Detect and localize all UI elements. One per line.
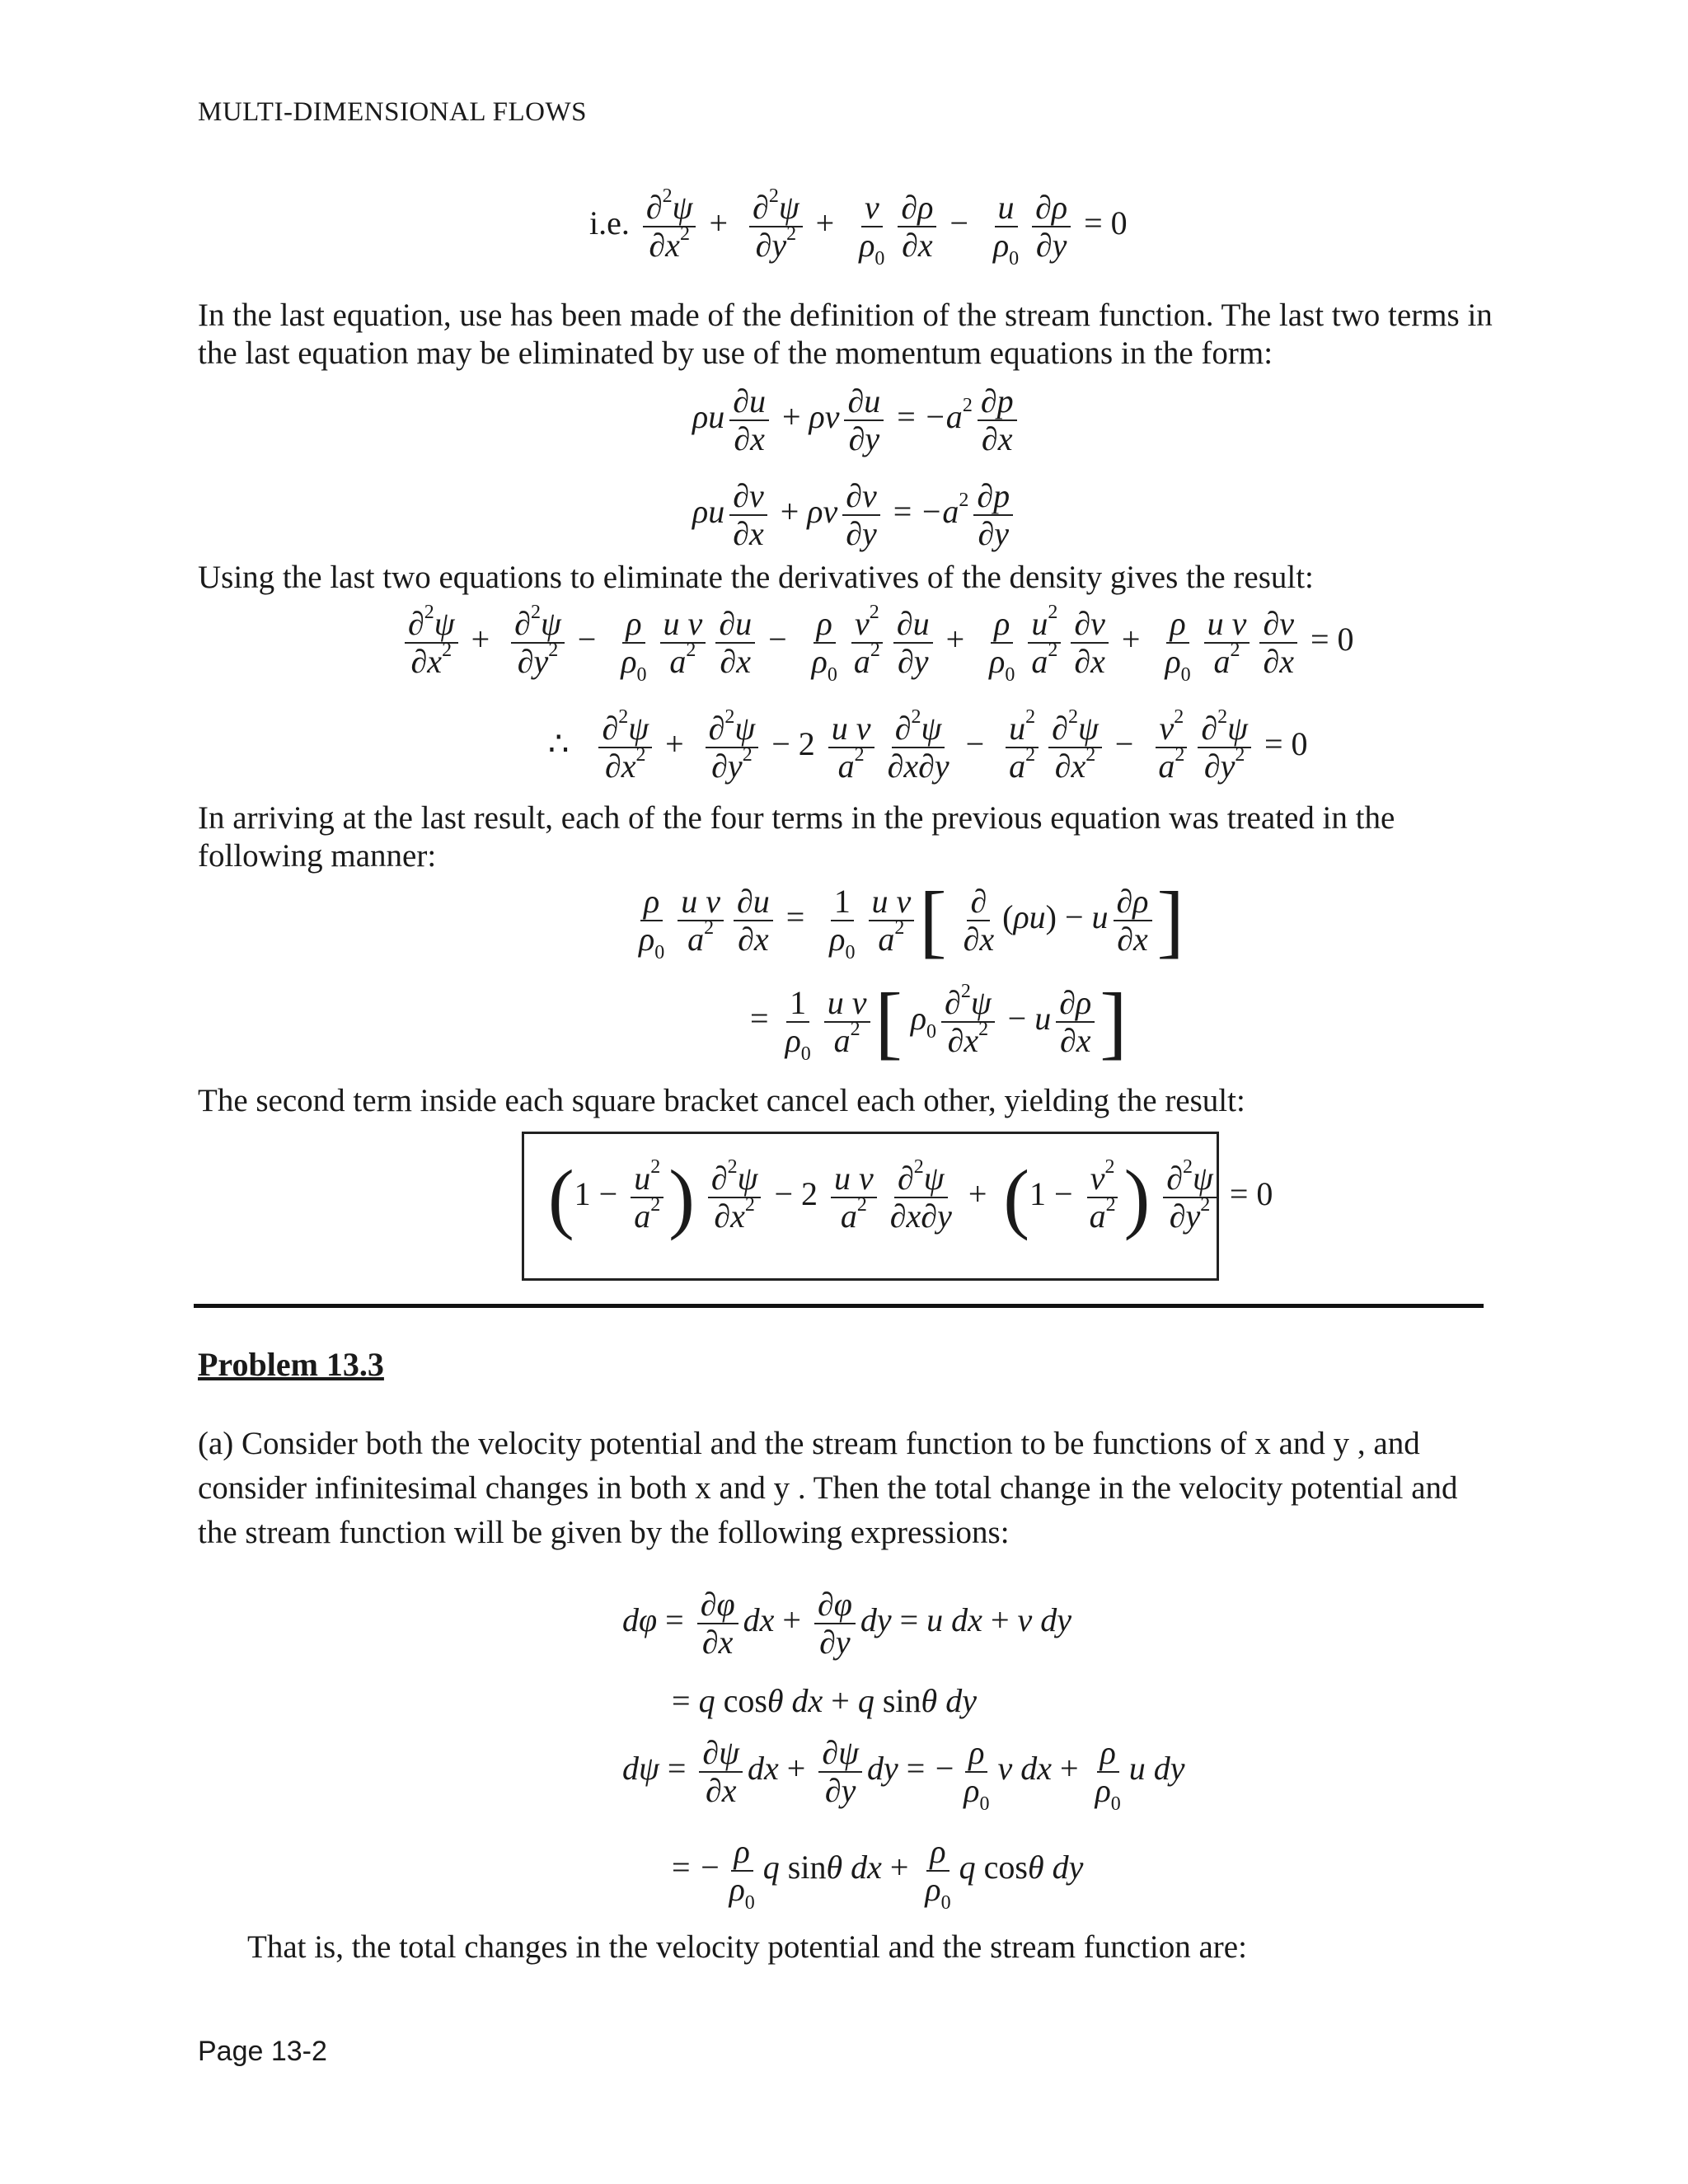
equation-therefore: ∴ $\frac{\partial^2\psi}{\partial x^2}$ + $\frac{\partial^2\psi}{\partial y^2}$ − 2 $\frac{\text{u v}}{a^2}$ $\frac{\partial^2\psi}{\partial x\partial y}$ − $\frac{u^2}{a^2}$ $\frac{\partial^2\psi}{\partial x^2}$ − $\frac{v^2}{a^2}$ $\frac{\partial^2\psi}{\partial y^2}$ = 0	[548, 706, 1308, 785]
equation-term-step1: $\frac{\rho}{\rho_0}$ $\frac{\text{u v}}{a^2}$ $\frac{\partial u}{\partial x}$ = $\frac{1}{\rho_0}$ $\frac{\text{u v}}{a^2}$ [ $\frac{\partial}{\partial x}$ (ρu) − u $\frac{\partial\rho}{\partial x}$ ]	[639, 874, 1184, 966]
equation-continuity: i.e. $\frac{\partial^2\psi}{\partial x^2}$ + $\frac{\partial^2\psi}{\partial y^2}$ + $\frac{v}{\rho_0}$ $\frac{\partial\rho}{\partial x}$ − $\frac{u}{\rho_0}$ $\frac{\partial\rho}{\partial y}$ = 0	[589, 185, 1128, 269]
equation-boxed-result: (1 − $\frac{u^2}{a^2}$ ) $\frac{\partial^2\psi}{\partial x^2}$ − 2 $\frac{\text{u v}}{a^2}$ $\frac{\partial^2\psi}{\partial x\partial y}$ + (1 − $\frac{v^2}{a^2}$ ) $\frac{\partial^2\psi}{\partial y^2}$ = 0	[548, 1154, 1273, 1241]
therefore-symbol: ∴	[548, 725, 570, 763]
section-divider	[194, 1304, 1484, 1308]
equation-term-step2: = $\frac{1}{\rho_0}$ $\frac{\text{u v}}{a^2}$ [ $\rho_0$ $\frac{\partial^2\psi}{\partial x^2}$ − u $\frac{\partial\rho}{\partial x}$ ]	[750, 976, 1128, 1067]
paragraph-stream-function: In the last equation, use has been made of the definition of the stream function. The last two terms in the last equation may be eliminated by use of the momentum equations in the form:	[198, 298, 1493, 371]
equation-dpsi-polar: = − $\frac{\rho}{\rho_0}$ q sinθ dx + $\frac{\rho}{\rho_0}$ q cosθ dy	[672, 1833, 1084, 1914]
problem-heading: Problem 13.3	[198, 1346, 384, 1383]
paragraph-problem-a: (a) Consider both the velocity potential and the stream function to be functions of x and y , and consider infinitesimal changes in both x and y . Then the total change in the velocity potential and the stream function will be given by the following expressions:	[198, 1426, 1458, 1550]
paragraph-term-treatment: In arriving at the last result, each of the four terms in the previous equation was treated in the following manner:	[198, 800, 1395, 874]
equation-expanded: $\frac{\partial^2\psi}{\partial x^2}$ + $\frac{\partial^2\psi}{\partial y^2}$ − $\frac{\rho}{\rho_0}$ $\frac{\text{u v}}{a^2}$ $\frac{\partial u}{\partial x}$ − $\frac{\rho}{\rho_0}$ $\frac{v^2}{a^2}$ $\frac{\partial u}{\partial y}$ + $\frac{\rho}{\rho_0}$ $\frac{u^2}{a^2}$ $\frac{\partial v}{\partial x}$ + $\frac{\rho}{\rho_0}$ $\frac{\text{u v}}{a^2}$ $\frac{\partial v}{\partial x}$ = 0	[400, 606, 1362, 680]
page-number: Page 13-2	[198, 2036, 327, 2067]
equation-momentum-y: ρu $\frac{\partial v}{\partial x}$ + ρv $\frac{\partial v}{\partial y}$ = $-a^2$ $\frac{\partial p}{\partial y}$	[692, 478, 1018, 552]
paragraph-eliminate-density: Using the last two equations to eliminate the derivatives of the density gives the result:	[198, 560, 1314, 595]
equation-dphi: dφ = $\frac{\partial\varphi}{\partial x}$ dx + $\frac{\partial\varphi}{\partial y}$ dy = u dx + v dy	[622, 1586, 1072, 1661]
running-header: MULTI-DIMENSIONAL FLOWS	[198, 97, 587, 127]
ie-label: i.e.	[589, 204, 630, 242]
equation-momentum-x: ρu $\frac{\partial u}{\partial x}$ + ρv $\frac{\partial u}{\partial y}$ = $-a^2$ $\frac{\partial p}{\partial x}$	[692, 383, 1022, 457]
paragraph-total-changes: That is, the total changes in the velocity potential and the stream function are:	[247, 1929, 1247, 1965]
paragraph-cancel: The second term inside each square bracket cancel each other, yielding the result:	[198, 1083, 1245, 1118]
equation-dpsi: dψ = $\frac{\partial\psi}{\partial x}$ dx + $\frac{\partial\psi}{\partial y}$ dy = − $\frac{\rho}{\rho_0}$ v dx + $\frac{\rho}{\rho_0}$ u dy	[622, 1734, 1185, 1815]
equation-dphi-polar: = q cosθ dx + q sinθ dy	[672, 1682, 977, 1719]
